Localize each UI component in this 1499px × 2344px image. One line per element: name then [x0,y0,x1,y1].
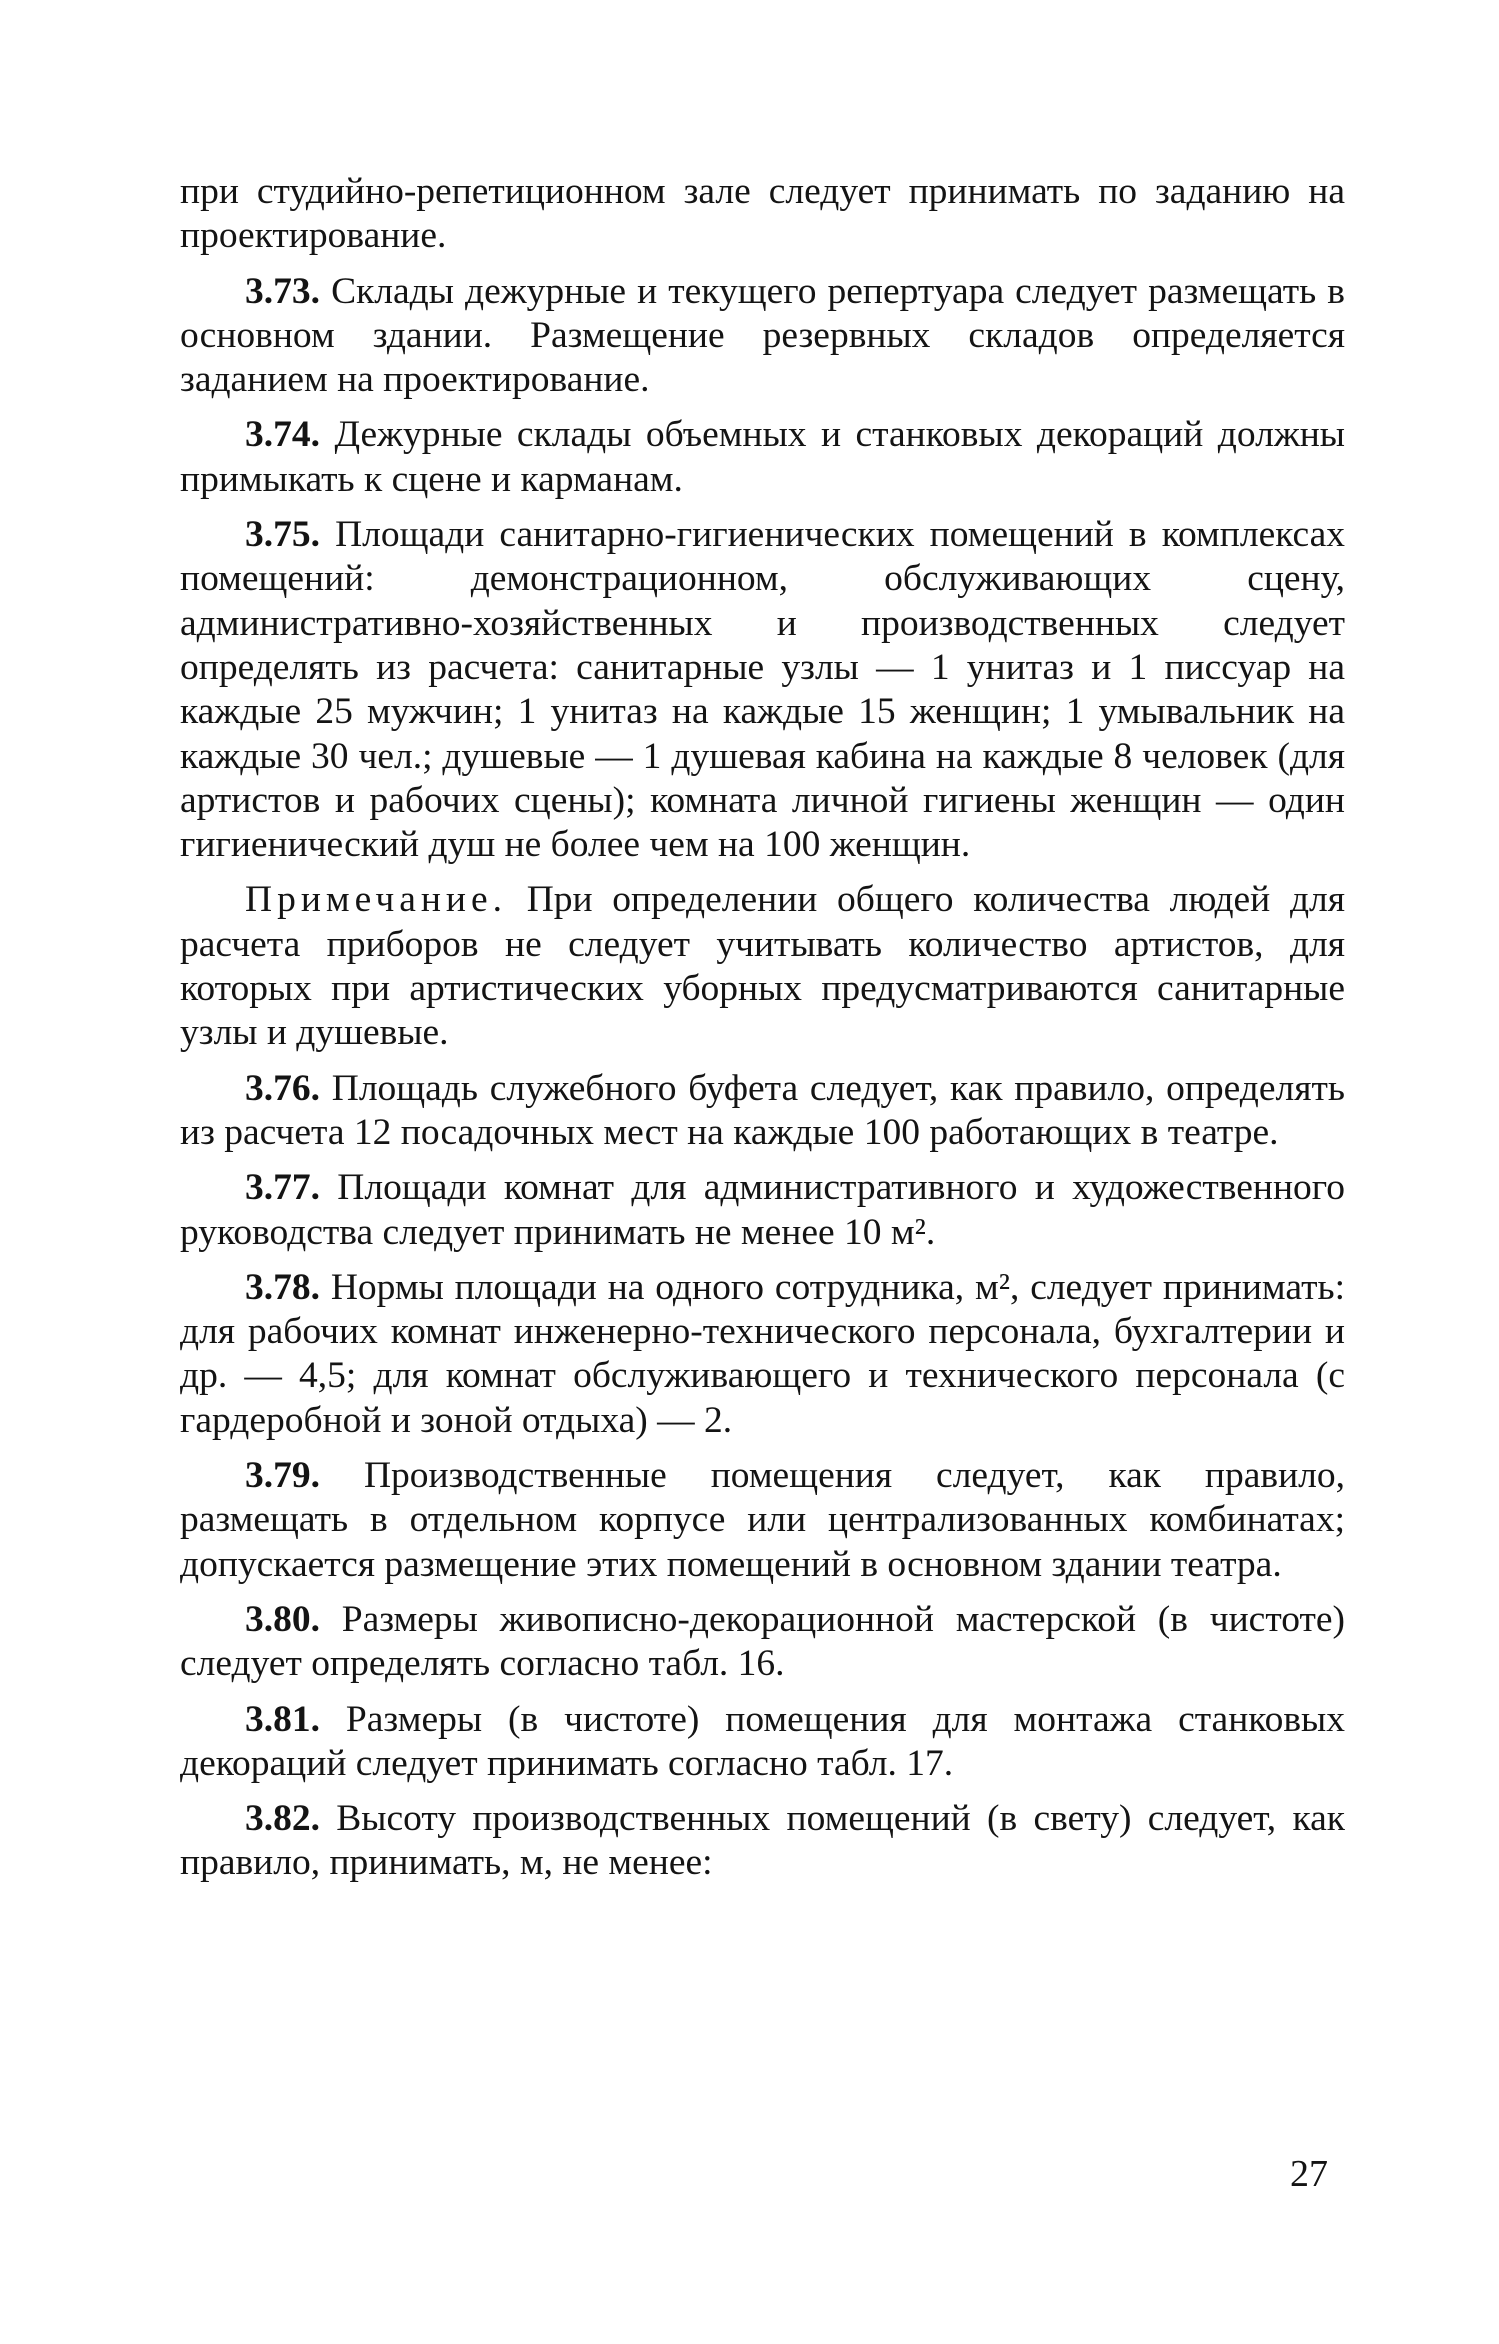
clause-text: Площади комнат для административного и художественного руководства следует принимать не менее 10 м². [180,1167,1345,1253]
clause-3-79 [180,1454,1345,1587]
clause-number: 3.82. [245,1798,320,1840]
clause-text: Склады дежурные и текущего репертуара следует размещать в основном здании. Размещение резервных складов определяется заданием на проектирование. [180,270,1345,401]
clause-3-80 [180,1598,1345,1687]
paragraph-text: при студийно-репетиционном зале следует принимать по заданию на проектирование. [180,171,1345,257]
clause-3-75 [180,513,1345,867]
clause-number: 3.77. [245,1167,320,1209]
clause-text: Производственные помещения следует, как правило, размещать в отдельном корпусе или централизованных комбинатах; допускается размещение этих помещений в основном здании театра. [180,1455,1345,1585]
clause-number: 3.76. [245,1067,320,1109]
clause-3-78 [180,1266,1345,1443]
clause-number: 3.73. [245,270,320,312]
clause-3-76 [180,1067,1345,1156]
clause-text: Размеры живописно-декорационной мастерской (в чистоте) следует определять согласно табл. 16. [180,1598,1345,1685]
clause-number: 3.80. [245,1598,320,1640]
clause-3-82 [180,1797,1345,1886]
page-body [180,170,1345,1886]
note-label: Примечание. [245,879,508,921]
paragraph-continuation [180,170,1345,259]
clause-text: Нормы площади на одного сотрудника, м², следует принимать: для рабочих комнат инженерно-технического персонала, бухгалтерии и др. — 4,5; для комнат обслуживающего и технического персонала (с гардеробной и зоной отдыха) — 2. [180,1266,1345,1441]
clause-number: 3.78. [245,1266,320,1308]
clause-3-73 [180,270,1345,403]
note-paragraph [180,878,1345,1055]
clause-text: Площадь служебного буфета следует, как правило, определять из расчета 12 посадочных мест на каждые 100 работающих в театре. [180,1067,1345,1153]
clause-3-74 [180,413,1345,502]
clause-number: 3.79. [245,1455,320,1497]
clause-3-81 [180,1698,1345,1787]
clause-text: Дежурные склады объемных и станковых декораций должны примыкать к сцене и карманам. [180,414,1345,500]
note-text: При определении общего количества людей для расчета приборов не следует учитывать количество артистов, для которых при артистических уборных предусматриваются санитарные узлы и душевые. [180,879,1345,1054]
page-number: 27 [1290,2153,1328,2195]
clause-text: Размеры (в чистоте) помещения для монтажа станковых декораций следует принимать согласно табл. 17. [180,1698,1345,1784]
clause-number: 3.74. [245,414,320,456]
clause-number: 3.81. [245,1698,320,1740]
clause-text: Площади санитарно-гигиенических помещений в комплексах помещений: демонстрационном, обслуживающих сцену, административно-хозяйственных и производственных следует определять из расчета: санитарные узлы — 1 унитаз и 1 писсуар на каждые 25 мужчин; 1 унитаз на каждые 15 женщин; 1 умывальник на каждые 30 чел.; душевые — 1 душевая кабина на каждые 8 человек (для артистов и рабочих сцены); комната личной гигиены женщин — один гигиенический душ не более чем на 100 женщин. [180,514,1345,866]
clause-text: Высоту производственных помещений (в свету) следует, как правило, принимать, м, не менее: [180,1798,1345,1884]
clause-3-77 [180,1166,1345,1255]
clause-number: 3.75. [245,514,320,556]
